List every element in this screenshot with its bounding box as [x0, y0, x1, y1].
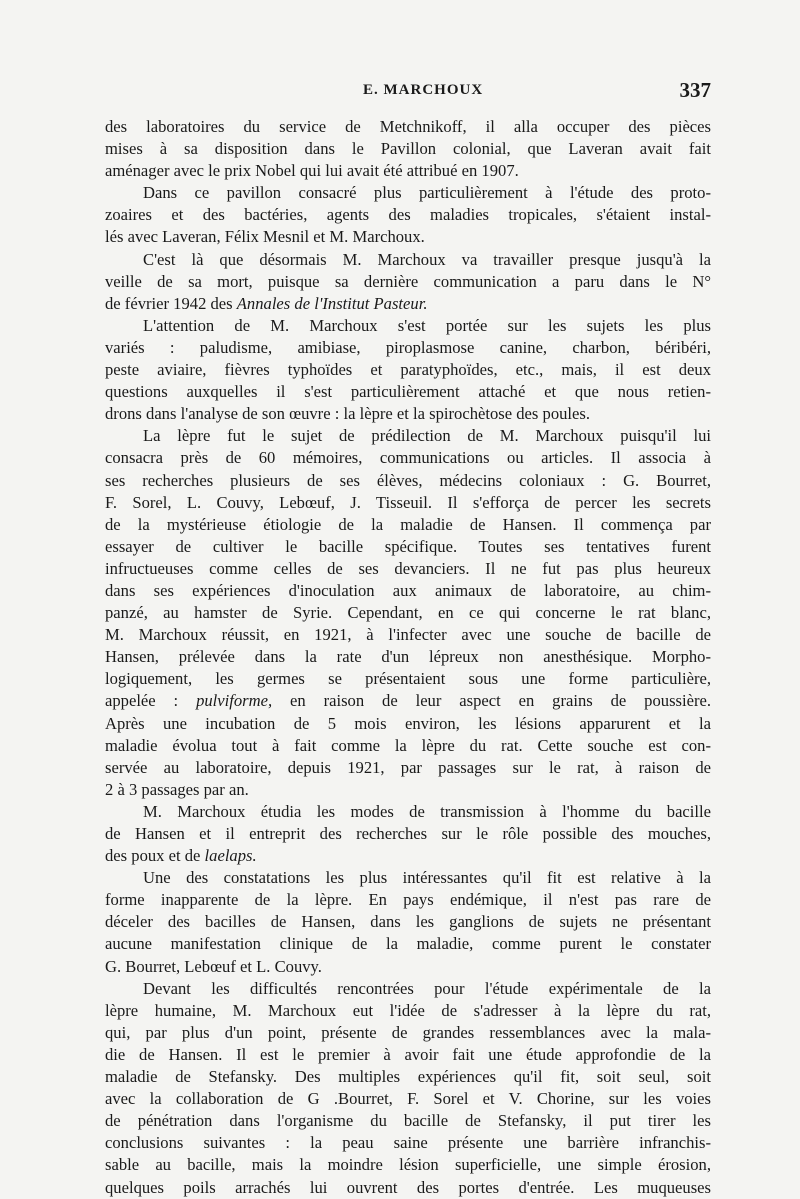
text-line: Dans ce pavillon consacré plus particulièrement à l'étude des proto- — [143, 183, 711, 203]
text-run: appelée : — [105, 691, 179, 711]
text-line: essayer de cultiver le bacille spécifique. Toutes ses tentatives furent — [105, 536, 711, 556]
text-line: maladie évolua tout à fait comme la lèpre du rat. Cette souche est con- — [105, 735, 711, 755]
text-line: qui, par plus d'un point, présente de grandes ressemblances avec la mala- — [105, 1022, 711, 1042]
text-line: avec la collaboration de G .Bourret, F. Sorel et V. Chorine, sur les voies — [105, 1089, 711, 1109]
text-line — [105, 690, 711, 712]
text-line: maladie de Stefansky. Des multiples expériences qu'il fit, soit seul, soit — [105, 1067, 711, 1087]
text-line: Une des constatations les plus intéressantes qu'il fit est relative à la — [143, 868, 711, 888]
text-line: die de Hansen. Il est le premier à avoir fait une étude approfondie de la — [105, 1044, 711, 1064]
text-line: logiquement, les germes se présentaient sous une forme particulière, — [105, 669, 711, 689]
text-line: lèpre humaine, M. Marchoux eut l'idée de s'adresser à la lèpre du rat, — [105, 1000, 711, 1020]
text-line: questions auxquelles il s'est particulièrement attaché et que nous retien- — [105, 382, 711, 402]
text-line: de la mystérieuse étiologie de la maladie de Hansen. Il commença par — [105, 514, 711, 534]
text-line: drons dans l'analyse de son œuvre : la lèpre et la spirochètose des poules. — [105, 404, 590, 424]
text-line: de Hansen et il entreprit des recherches sur le rôle possible des mouches, — [105, 824, 711, 843]
text-line: des laboratoires du service de Metchnikoff, il alla occuper des pièces — [105, 117, 711, 136]
text-line: M. Marchoux étudia les modes de transmission à l'homme du bacille — [143, 801, 711, 821]
text-line: 2 à 3 passages par an. — [105, 779, 249, 799]
text-line: peste aviaire, fièvres typhoïdes et paratyphoïdes, etc., mais, il est deux — [105, 360, 711, 380]
text-line: quelques poils arrachés lui ouvrent des portes d'entrée. Les muqueuses — [105, 1177, 711, 1197]
page-header — [105, 78, 711, 108]
text-line: zoaires et des bactéries, agents des maladies tropicales, s'étaient instal- — [105, 205, 711, 225]
text-run: des poux et de — [105, 846, 201, 866]
text-line — [105, 293, 711, 315]
text-line: M. Marchoux réussit, en 1921, à l'infecter avec une souche de bacille de — [105, 625, 711, 645]
text-line: déceler des bacilles de Hansen, dans les ganglions de sujets ne présentant — [105, 912, 711, 932]
body-text — [105, 116, 711, 1199]
text-line: F. Sorel, L. Couvy, Lebœuf, J. Tisseuil. Il s'efforça de percer les secrets — [105, 492, 711, 512]
text-line: panzé, au hamster de Syrie. Cependant, en ce qui concerne le rat blanc, — [105, 603, 711, 623]
text-line: conclusions suivantes : la peau saine présente une barrière infranchis- — [105, 1133, 711, 1153]
text-line — [105, 845, 711, 867]
text-line: infructueuses comme celles de ses devanciers. Il ne fut pas plus heureux — [105, 558, 711, 578]
text-line: G. Bourret, Lebœuf et L. Couvy. — [105, 956, 322, 976]
text-line: Devant les difficultés rencontrées pour l'étude expérimentale de la — [143, 978, 711, 998]
text-run: de février 1942 des — [105, 293, 233, 313]
running-head: E. MARCHOUX — [363, 82, 484, 98]
text-line: dans ses expériences d'inoculation aux animaux de laboratoire, au chim- — [105, 580, 711, 600]
text-line: forme inapparente de la lèpre. En pays endémique, il n'est pas rare de — [105, 890, 711, 910]
italic-term: pulviforme, — [196, 691, 273, 711]
text-line: lés avec Laveran, Félix Mesnil et M. Marchoux. — [105, 227, 425, 247]
text-line: servée au laboratoire, depuis 1921, par passages sur le rat, à raison de — [105, 757, 711, 777]
text-line: C'est là que désormais M. Marchoux va travailler presque jusqu'à la — [143, 249, 711, 269]
text-line: variés : paludisme, amibiase, piroplasmose canine, charbon, béribéri, — [105, 337, 711, 357]
text-line: veille de sa mort, puisque sa dernière communication a paru dans le N° — [105, 271, 711, 291]
italic-term: laelaps. — [204, 846, 257, 866]
text-line: Hansen, prélevée dans la rate d'un lépreux non anesthésique. Morpho- — [105, 647, 711, 667]
text-line: ses recherches plusieurs de ses élèves, médecins coloniaux : G. Bourret, — [105, 470, 711, 490]
text-line: de pénétration dans l'organisme du bacille de Stefansky, il put tirer les — [105, 1111, 711, 1131]
text-run: en raison de leur aspect en grains de poussière. — [290, 691, 711, 711]
journal-title: Annales de l'Institut Pasteur. — [236, 293, 428, 313]
text-line: mises à sa disposition dans le Pavillon colonial, que Laveran avait fait — [105, 139, 711, 159]
text-line: sable au bacille, mais la moindre lésion superficielle, une simple érosion, — [105, 1155, 711, 1175]
text-line: consacra près de 60 mémoires, communications ou articles. Il associa à — [105, 448, 711, 468]
text-line: La lèpre fut le sujet de prédilection de M. Marchoux puisqu'il lui — [143, 426, 711, 446]
text-line: aménager avec le prix Nobel qui lui avait été attribué en 1907. — [105, 161, 519, 181]
text-line: aucune manifestation clinique de la maladie, comme purent le constater — [105, 934, 711, 954]
text-line: L'attention de M. Marchoux s'est portée sur les sujets les plus — [143, 315, 711, 335]
page-number: 337 — [679, 78, 711, 102]
text-line: Après une incubation de 5 mois environ, les lésions apparurent et la — [105, 713, 711, 733]
